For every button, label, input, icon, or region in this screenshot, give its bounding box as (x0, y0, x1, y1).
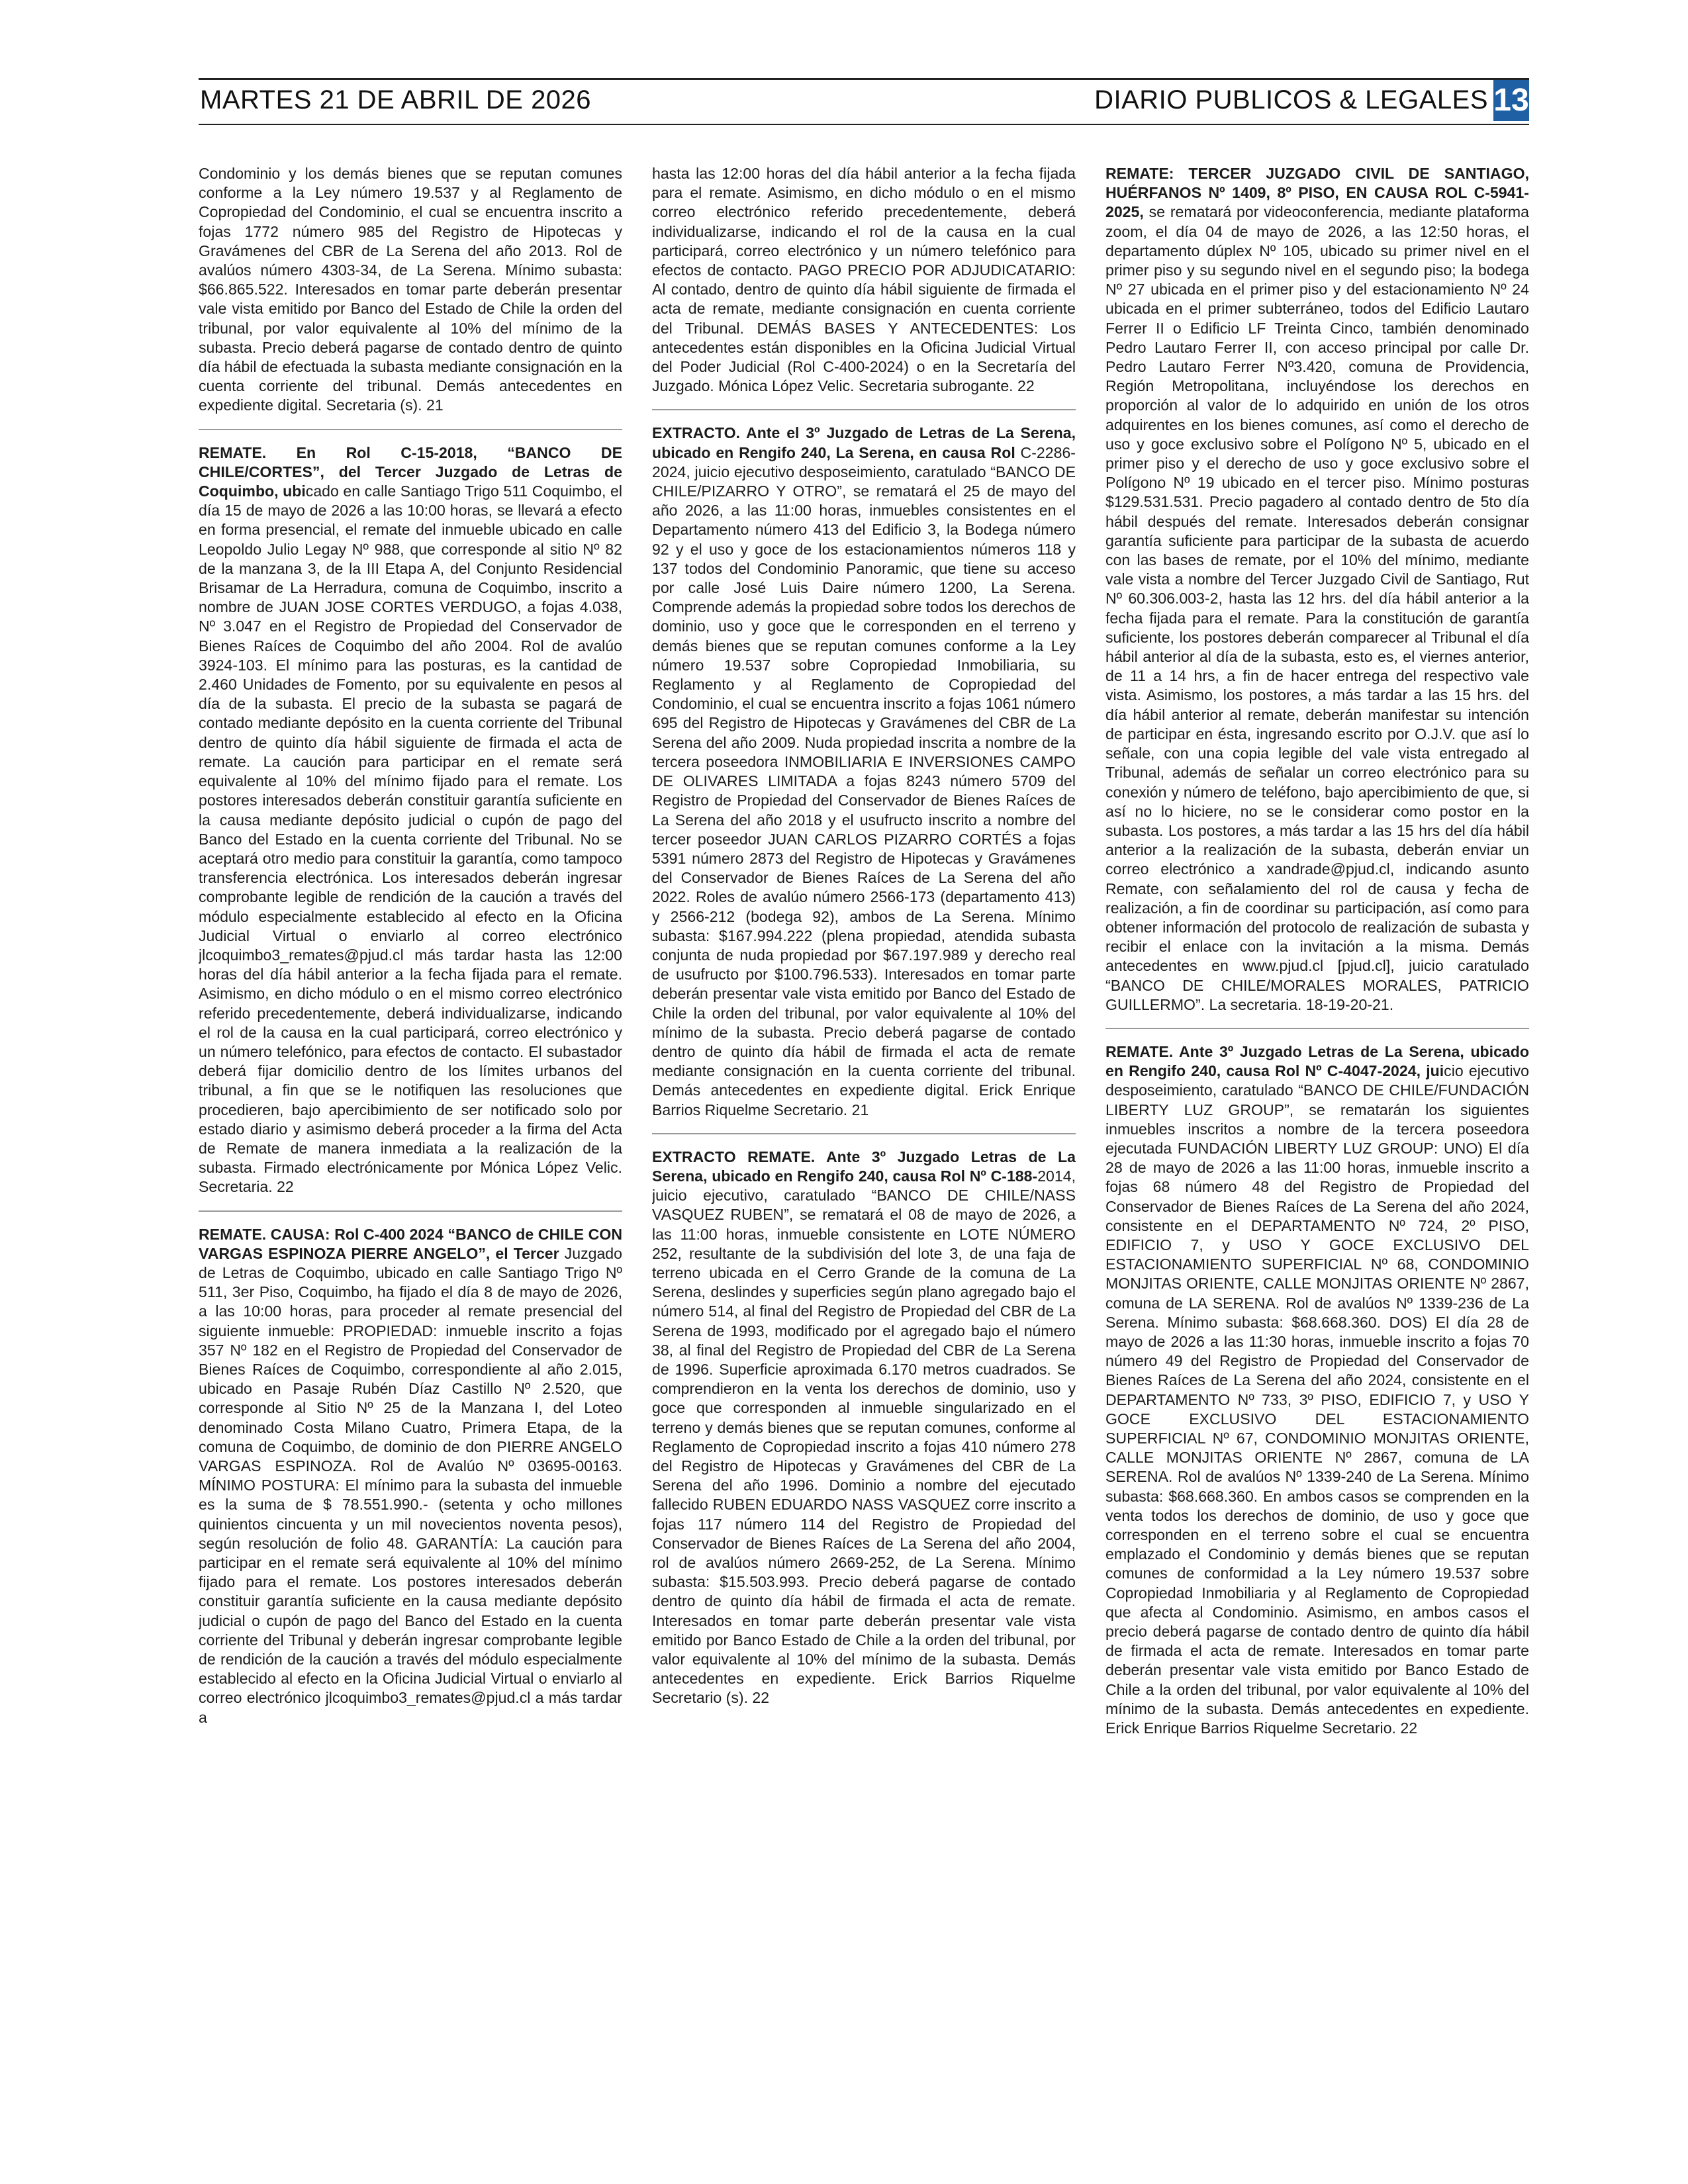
notice-heading: REMATE: TERCER JUZGADO CIVIL DE SANTIAGO, HUÉRFANOS Nº 1409, 8º PISO, EN CAUSA ROL C-5941-2025, (1105, 165, 1529, 221)
notice (199, 1210, 622, 1727)
notice-heading: REMATE. CAUSA: Rol C-400 2024 “BANCO de CHILE CON VARGAS ESPINOZA PIERRE ANGELO”, el Tercer (199, 1225, 622, 1262)
notice-heading: REMATE. Ante 3º Juzgado Letras de La Serena, ubicado en Rengifo 240, causa Rol Nº C-4047-2024, jui (1105, 1042, 1529, 1080)
notice-body: 2014, juicio ejecutivo, caratulado “BANCO DE CHILE/NASS VASQUEZ RUBEN”, se rematará el 08 de mayo de 2026, a las 11:00 horas, inmueble consistente en LOTE NÚMERO 252, resultante de la subdivisión del lote 3, de una faja de terreno ubicada en el Cerro Grande de la comuna de La Serena, deslindes y superficies según plano agregado bajo el número 514, al final del Registro de Propiedad del CBR de La Serena de 1993, modificado por el agregado bajo el número 38, al final del Registro de Propiedad del CBR de La Serena de 1996. Superficie aproximada 6.170 metros cuadrados. Se comprendieron en la venta los derechos de dominio, uso y goce que corresponden al inmueble singularizado en el terreno y demás bienes que se reputan comunes, conforme al Reglamento de Copropiedad inscrito a fojas 410 número 278 del Registro de Hipotecas y Gravámenes del CBR de La Serena del año 1996. Dominio a nombre del ejecutado fallecido RUBEN EDUARDO NASS VASQUEZ corre inscrito a fojas 117 número 114 del Registro de Propiedad del Conservador de Bienes Raíces de La Serena del año 2004, rol de avalúos número 2669-252, de La Serena. Mínimo subasta: $15.503.993. Precio deberá pagarse de contado dentro de quinto día hábil de firmada el acta de remate. Interesados en tomar parte deberán presentar vale vista emitido por Banco Estado de Chile a la orden del tribunal, por valor equivalente al 10% del mínimo de la subasta. Demás antecedentes en expediente. Erick Barrios Riquelme Secretario (s). 22 (652, 1167, 1076, 1707)
column-1 (199, 164, 622, 2136)
issue-date: MARTES 21 DE ABRIL DE 2026 (200, 85, 592, 114)
column-3 (1105, 164, 1529, 2136)
page-header (199, 78, 1529, 125)
notice-heading: REMATE. En Rol C-15-2018, “BANCO DE CHILE/CORTES”, del Tercer Juzgado de Letras de Coquimbo, ubi (199, 443, 622, 500)
notice-heading: EXTRACTO REMATE. Ante 3º Juzgado Letras de La Serena, ubicado en Rengifo 240, causa Rol Nº C-188- (652, 1148, 1076, 1185)
notice (199, 429, 622, 1197)
notice (1105, 1028, 1529, 1738)
notice-body: cado en calle Santiago Trigo 511 Coquimbo, el día 15 de mayo de 2026 a las 10:00 horas, se llevará a efecto en forma presencial, el remate del inmueble ubicado en calle Leopoldo Julio Legay Nº 988, que corresponde al sitio Nº 82 de la manzana 3, de la III Etapa A, del Conjunto Residencial Brisamar de La Herradura, comuna de Coquimbo, inscrito a nombre de JUAN JOSE CORTES VERDUGO, a fojas 4.038, Nº 3.047 en el Registro de Propiedad del Conservador de Bienes Raíces de Coquimbo del año 2004. Rol de avalúo 3924-103. El mínimo para las posturas, es la cantidad de 2.460 Unidades de Fomento, por su equivalente en pesos al día de la subasta. El precio de la subasta se pagará de contado mediante depósito en la cuenta corriente del Tribunal dentro de quinto día hábil siguiente de firmada el acta de remate. La caución para participar en el remate será equivalente al 10% del mínimo fijado para el remate. Los postores interesados deberán constituir garantía suficiente en la causa mediante depósito judicial o cupón de pago del Banco del Estado en la cuenta corriente del Tribunal. No se aceptará otro medio para constituir la garantía, como tampoco transferencia electrónica. Los interesados deberán ingresar comprobante legible de rendición de la caución a través del módulo especialmente establecido al efecto en la Oficina Judicial Virtual o enviarlo al correo electrónico jlcoquimbo3_remates@pjud.cl más tardar hasta las 12:00 horas del día hábil anterior a la fecha fijada para el remate. Asimismo, en dicho módulo o en el mismo correo electrónico referido precedentemente, deberá individualizarse, indicando el rol de la causa en la cual participará, correo electrónico y un número telefónico, para efectos de contacto. El subastador deberá fijar domicilio dentro de los límites urbanos del tribunal, a fin que se le notifiquen las resoluciones que procedieren, bajo apercibimiento de ser notificado solo por estado diario y asimismo deberá proceder a la firma del Acta de Remate de manera inmediata a la realización de la subasta. Firmado electrónicamente por Mónica López Velic. Secretaria. 22 (199, 482, 622, 1196)
notice-body: cio ejecutivo desposeimiento, caratulado “BANCO DE CHILE/FUNDACIÓN LIBERTY LUZ GROUP”, se rematarán los siguientes inmuebles inscritos a nombre de la tercera poseedora ejecutada FUNDACIÓN LIBERTY LUZ GROUP: UNO) El día 28 de mayo de 2026 a las 11:00 horas, inmueble inscrito a fojas 68 número 48 del Registro de Propiedad del Conservador de Bienes Raíces de La Serena del año 2024, consistente en el DEPARTAMENTO Nº 724, 2º PISO, EDIFICIO 7, y USO Y GOCE EXCLUSIVO DEL ESTACIONAMIENTO SUPERFICIAL Nº 68, CONDOMINIO MONJITAS ORIENTE, CALLE MONJITAS ORIENTE Nº 2867, comuna de LA SERENA. Rol de avalúos Nº 1339-236 de La Serena. Mínimo subasta: $68.668.360. DOS) El día 28 de mayo de 2026 a las 11:30 horas, inmueble inscrito a fojas 70 número 49 del Registro de Propiedad del Conservador de Bienes Raíces de La Serena del año 2024, consistente en el DEPARTAMENTO Nº 733, 3º PISO, EDIFICIO 7, y USO Y GOCE EXCLUSIVO DEL ESTACIONAMIENTO SUPERFICIAL Nº 67, CONDOMINIO MONJITAS ORIENTE, CALLE MONJITAS ORIENTE Nº 2867, comuna de LA SERENA. Rol de avalúos Nº 1339-240 de La Serena. Mínimo subasta: $68.668.360. En ambos casos se comprenden en la venta todos los derechos de dominio, de uso y goce que corresponden en el terreno sobre el cual se encuentra emplazado el Condominio y demás bienes que se reputan comunes de conformidad a la Ley número 19.537 sobre Copropiedad Inmobiliaria y al Reglamento de Copropiedad que afecta al Condominio. Asimismo, en ambos casos el precio deberá pagarse de contado dentro de quinto día hábil de firmada el acta de remate. Interesados en tomar parte deberán presentar vale vista emitido por Banco Estado de Chile a la orden del tribunal, por valor equivalente al 10% del mínimo de la subasta. Demás antecedentes en expediente. Erick Enrique Barrios Riquelme Secretario. 22 (1105, 1062, 1529, 1737)
notice (199, 164, 622, 416)
notice-body: Juzgado de Letras de Coquimbo, ubicado en calle Santiago Trigo Nº 511, 3er Piso, Coquimbo, ha fijado el día 8 de mayo de 2026, a las 10:00 horas, para proceder al remate presencial del siguiente inmueble: PROPIEDAD: inmueble inscrito a fojas 357 Nº 182 en el Registro de Propiedad del Conservador de Bienes Raíces de Coquimbo, correspondiente al año 2.015, ubicado en Pasaje Rubén Díaz Castillo Nº 2.520, que corresponde al Sitio Nº 25 de la Manzana I, del Loteo denominado Costa Milano Cuatro, Primera Etapa, de la comuna de Coquimbo, de dominio de don PIERRE ANGELO VARGAS ESPINOZA. Rol de Avalúo Nº 03695-00163. MÍNIMO POSTURA: El mínimo para la subasta del inmueble es la suma de $ 78.551.990.- (setenta y ocho millones quinientos cincuenta y un mil novecientos noventa pesos), según resolución de folio 48. GARANTÍA: La caución para participar en el remate será equivalente al 10% del mínimo fijado para el remate. Los postores interesados deberán constituir garantía suficiente en la causa mediante depósito judicial o cupón de pago del Banco del Estado en la cuenta corriente del Tribunal y deberán ingresar comprobante legible de rendición de la caución a través del módulo especialmente establecido al efecto en la Oficina Judicial Virtual o enviarlo al correo electrónico jlcoquimbo3_remates@pjud.cl a más tardar a (199, 1244, 622, 1726)
notice-body: Condominio y los demás bienes que se reputan comunes conforme a la Ley número 19.537 y al Reglamento de Copropiedad del Condominio, el cual se encuentra inscrito a fojas 1772 número 985 del Registro de Hipotecas y Gravámenes del CBR de La Serena del año 2013. Rol de avalúos número 4303-34, de La Serena. Mínimo subasta: $66.865.522. Interesados en tomar parte deberán presentar vale vista emitido por Banco del Estado de Chile la orden del tribunal, por valor equivalente al 10% del mínimo de la subasta. Precio deberá pagarse de contado dentro de quinto día hábil de efectuada la subasta mediante consignación en la cuenta corriente del tribunal. Demás antecedentes en expediente digital. Secretaria (s). 21 (199, 165, 622, 414)
notice (652, 409, 1076, 1119)
notice-body: se rematará por videoconferencia, mediante plataforma zoom, el día 04 de mayo de 2026, a las 12:50 horas, el departamento dúplex Nº 105, ubicado su primer nivel en el primer piso y su segundo nivel en el segundo piso; la bodega Nº 27 ubicada en el primer piso y del estacionamiento Nº 24 ubicada en el primer subterráneo, todos del Edificio Lautaro Ferrer II o Edificio LF Treinta Cinco, también denominado Pedro Lautaro Ferrer II, con acceso principal por calle Dr. Pedro Lautaro Ferrer Nº3.420, comuna de Providencia, Región Metropolitana, incluyéndose los derechos en proporción al valor de lo adquirido en unión de los otros adquirentes en los bienes comunes, así como el derecho de uso y goce exclusivo sobre el Polígono Nº 5, ubicado en el primer piso y el derecho de uso y goce exclusivo sobre el Polígono Nº 19 ubicado en el tercer piso. Mínimo posturas $129.531.531. Precio pagadero al contado dentro de 5to día hábil después del remate. Interesados deberán consignar garantía suficiente para participar de la subasta de acuerdo con las bases de remate, por el 10% del mínimo, mediante vale vista a nombre del Tercer Juzgado Civil de Santiago, Rut Nº 60.306.003-2, hasta las 12 hrs. del día hábil anterior a la fecha fijada para el remate. Para la constitución de garantía suficiente, los postores deberán comparecer al Tribunal el día hábil anterior al día de la subasta, esto es, el viernes anterior, de 11 a 14 hrs, a fin de hacer entrega del respectivo vale vista. Asimismo, los postores, a más tardar a las 15 hrs. del día hábil anterior al remate, deberán manifestar su intención de participar en ésta, ingresando escrito por O.J.V. que así lo señale, con una copia legible del vale vista entregado al Tribunal, además de señalar un correo electrónico para su conexión y número de teléfono, bajo apercibimiento de que, si así no lo hiciere, no se le considerar como postor en la subasta. Los postores, a más tardar a las 15 hrs del día hábil anterior a la realización de la subasta, deberán enviar un correo electrónico a xandrade@pjud.cl, indicando asunto Remate, con señalamiento del rol de causa y fecha de realización, a fin de coordinar su participación, así como para obtener información del protocolo de realización de subasta y recibir el enlace con la invitación a la misma. Demás antecedentes en www.pjud.cl [pjud.cl], juicio caratulado “BANCO DE CHILE/MORALES MORALES, PATRICIO GUILLERMO”. La secretaria. 18-19-20-21. (1105, 203, 1529, 1013)
column-2 (652, 164, 1076, 2136)
publication-name: DIARIO PUBLICOS & LEGALES (1094, 85, 1488, 114)
notice (652, 164, 1076, 396)
page-number-badge: 13 (1493, 80, 1529, 121)
notice-heading: EXTRACTO. Ante el 3º Juzgado de Letras de La Serena, ubicado en Rengifo 240, La Serena, en causa Rol (652, 424, 1076, 461)
notice (1105, 164, 1529, 1015)
notice (652, 1133, 1076, 1708)
notice-body: hasta las 12:00 horas del día hábil anterior a la fecha fijada para el remate. Asimismo, en dicho módulo o en el mismo correo electrónico referido precedentemente, deberá individualizarse, indicando el rol de la causa en la cual participará, correo electrónico y un número telefónico para efectos de contacto. PAGO PRECIO POR ADJUDICATARIO: Al contado, dentro de quinto día hábil siguiente de firmada el acta de remate, mediante consignación en cuenta corriente del Tribunal. DEMÁS BASES Y ANTECEDENTES: Los antecedentes están disponibles en la Oficina Judicial Virtual del Poder Judicial (Rol C-400-2024) o en la Secretaría del Juzgado. Mónica López Velic. Secretaria subrogante. 22 (652, 165, 1076, 395)
notice-body: C-2286-2024, juicio ejecutivo desposeimiento, caratulado “BANCO DE CHILE/PIZARRO Y OTRO”, se rematará el 25 de mayo del año 2026, a las 11:00 horas, inmuebles consistentes en el Departamento número 413 del Edificio 3, la Bodega número 92 y el uso y goce de los estacionamientos números 118 y 137 todos del Condominio Panoramic, que tiene su acceso por calle José Luis Daire número 1200, La Serena. Comprende además la propiedad sobre todos los derechos de dominio, uso y goce que le corresponden en el terreno y demás bienes que se reputan comunes conforme a la Ley número 19.537 sobre Copropiedad Inmobiliaria, su Reglamento y al Reglamento de Copropiedad del Condominio, el cual se encuentra inscrito a fojas 1061 número 695 del Registro de Hipotecas y Gravámenes del CBR de La Serena del año 2009. Nuda propiedad inscrita a nombre de la tercera poseedora INMOBILIARIA E INVERSIONES CAMPO DE OLIVARES LIMITADA a fojas 8243 número 5709 del Registro de Propiedad del Conservador de Bienes Raíces de La Serena del año 2018 y el usufructo inscrito a nombre del tercer poseedor JUAN CARLOS PIZARRO CORTÉS a fojas 5391 número 2873 del Registro de Hipotecas y Gravámenes del Conservador de Bienes Raíces de La Serena del año 2022. Roles de avalúo número 2566-173 (departamento 413) y 2566-212 (bodega 92), ambos de La Serena. Mínimo subasta: $167.994.222 (plena propiedad, atendida subasta conjunta de nuda propiedad por $67.197.989 y derecho real de usufructo por $100.796.533). Interesados en tomar parte deberán presentar vale vista emitido por Banco del Estado de Chile la orden del tribunal, por valor equivalente al 10% del mínimo de la subasta. Precio deberá pagarse de contado dentro de quinto día hábil de firmada el acta de remate mediante consignación en la cuenta corriente del tribunal. Demás antecedentes en expediente digital. Erick Enrique Barrios Riquelme Secretario. 21 (652, 443, 1076, 1118)
